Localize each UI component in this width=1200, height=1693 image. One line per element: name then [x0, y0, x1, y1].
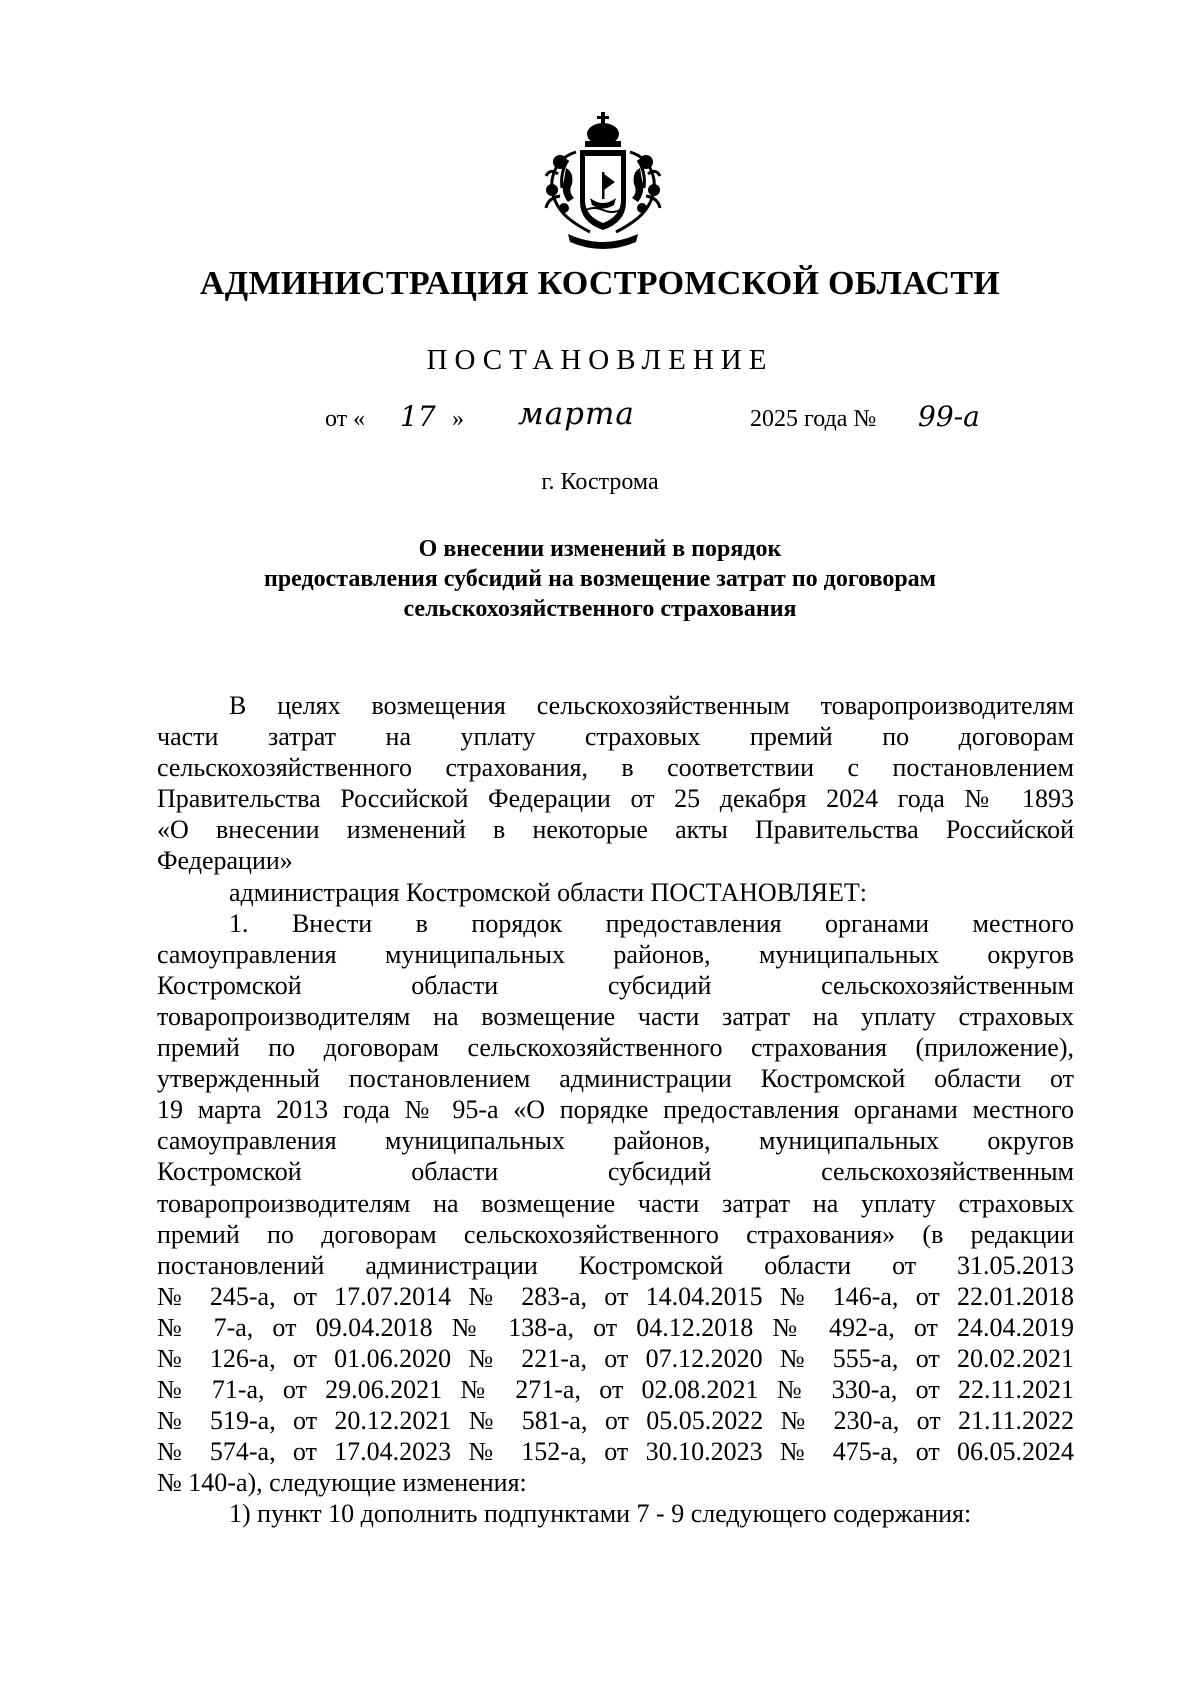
text-line: Федерации» [157, 846, 293, 876]
text-line: Костромской области субсидий сельскохозяйственным [157, 1157, 1074, 1187]
text-line: 1) пункт 10 дополнить подпунктами 7 - 9 следующего содержания: [229, 1499, 972, 1529]
document-type: ПОСТАНОВЛЕНИЕ [426, 344, 774, 376]
text-line: № 245-а, от 17.07.2014 № 283-а, от 14.04.2015 № 146-а, от 22.01.2018 [157, 1281, 1074, 1311]
document-number-handwritten: 99-а [918, 400, 980, 433]
text-line: премий по договорам сельскохозяйственного страхования (приложение), [157, 1033, 1074, 1063]
text-line: товаропроизводителям на возмещение части затрат на уплату страховых [157, 1188, 1074, 1218]
date-prefix: от « [325, 406, 366, 432]
date-day-close: » [452, 406, 464, 432]
text-line: администрация Костромской области ПОСТАНОВЛЯЕТ: [229, 877, 868, 907]
text-line: № 574-а, от 17.04.2023 № 152-а, от 30.10.2023 № 475-а, от 06.05.2024 [157, 1437, 1074, 1467]
text-line: В целях возмещения сельскохозяйственным товаропроизводителям [229, 691, 1074, 720]
text-line: № 519-а, от 20.12.2021 № 581-а, от 05.05.2022 № 230-а, от 21.11.2022 [157, 1406, 1074, 1436]
text-line: 1. Внести в порядок предоставления органами местного [229, 908, 1074, 938]
text-line: № 71-а, от 29.06.2021 № 271-а, от 02.08.2021 № 330-а, от 22.11.2021 [157, 1375, 1074, 1405]
text-line: Правительства Российской Федерации от 25 декабря 2024 года № 1893 [157, 784, 1074, 814]
title-line-2: предоставления субсидий на возмещение затрат по договорам [263, 566, 937, 592]
city: г. Кострома [541, 469, 659, 495]
document-body [157, 690, 1074, 1530]
text-line: постановлений администрации Костромской области от 31.05.2013 [157, 1250, 1074, 1280]
text-line: премий по договорам сельскохозяйственного страхования» (в редакции [157, 1219, 1074, 1249]
date-month-handwritten: марта [518, 396, 635, 432]
text-line: «О внесении изменений в некоторые акты Правительства Российской [157, 815, 1074, 845]
text-line: № 126-а, от 01.06.2020 № 221-а, от 07.12.2020 № 555-а, от 20.02.2021 [157, 1343, 1074, 1373]
date-day-handwritten: 17 [400, 400, 436, 433]
text-line: 19 марта 2013 года № 95-а «О порядке предоставления органами местного [157, 1095, 1074, 1125]
text-line: № 140-а), следующие изменения: [157, 1468, 527, 1498]
text-line: самоуправления муниципальных районов, муниципальных округов [157, 939, 1074, 969]
text-line: Костромской области субсидий сельскохозяйственным [157, 970, 1074, 1000]
title-line-3: сельскохозяйственного страхования [403, 596, 797, 622]
paragraph-resolves [157, 877, 1074, 908]
text-line: № 7-а, от 09.04.2018 № 138-а, от 04.12.2018 № 492-а, от 24.04.2019 [157, 1312, 1074, 1342]
paragraph-preamble [157, 690, 1074, 877]
paragraph-item-1 [157, 908, 1074, 1499]
organization-name: АДМИНИСТРАЦИЯ КОСТРОМСКОЙ ОБЛАСТИ [199, 265, 1001, 302]
document-title [160, 534, 1040, 624]
text-line: утвержденный постановлением администрации Костромской области от [157, 1064, 1074, 1094]
kostroma-coat-of-arms-icon [538, 110, 668, 260]
text-line: самоуправления муниципальных районов, муниципальных округов [157, 1126, 1074, 1156]
title-line-1: О внесении изменений в порядок [418, 536, 782, 562]
text-line: товаропроизводителям на возмещение части затрат на уплату страховых [157, 1001, 1074, 1031]
date-year-number-label: 2025 года № [750, 406, 877, 432]
text-line: части затрат на уплату страховых премий по договорам [157, 722, 1074, 752]
paragraph-subitem-1 [157, 1498, 1074, 1529]
text-line: сельскохозяйственного страхования, в соответствии с постановлением [157, 753, 1074, 783]
